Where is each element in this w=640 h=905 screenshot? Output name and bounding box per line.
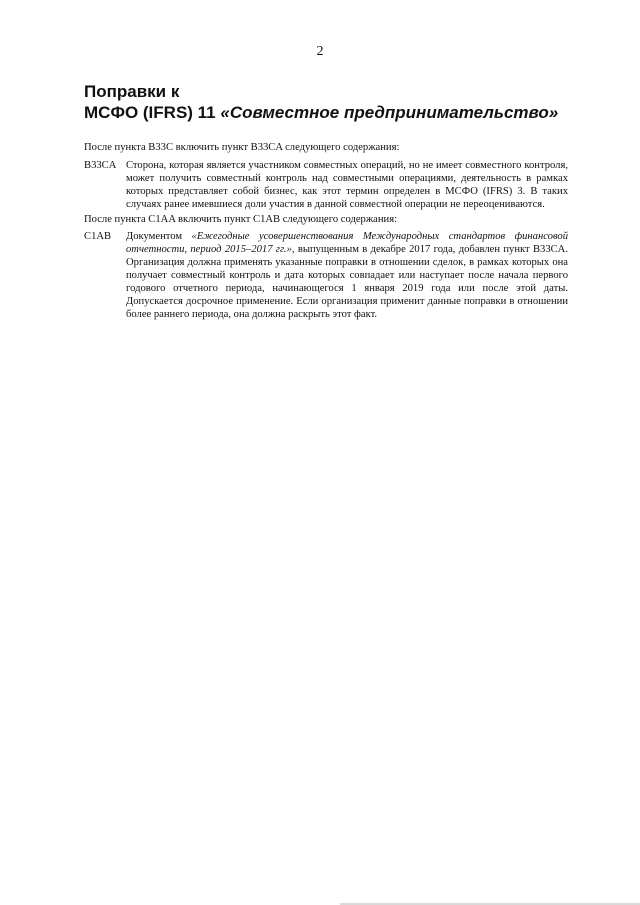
amendments-heading-line2 bbox=[84, 103, 558, 123]
instruction-c1ab: После пункта C1AA включить пункт C1AB следующего содержания: bbox=[84, 214, 398, 225]
page-number: 2 bbox=[316, 44, 324, 59]
paragraph-text bbox=[126, 230, 568, 321]
paragraph-id: C1AB bbox=[84, 231, 112, 242]
document-title: «Ежегодные усовершенствования Международных стандартов финансовой отчетности, период 2015–2017 гг.» bbox=[126, 231, 568, 255]
amendments-heading-line1: Поправки к bbox=[84, 82, 180, 101]
paragraph-id: B33CA bbox=[84, 160, 117, 171]
standard-title: «Совместное предпринимательство» bbox=[220, 103, 559, 122]
instruction-b33ca: После пункта B33C включить пункт B33CA следующего содержания: bbox=[84, 142, 400, 153]
standard-reference: МСФО (IFRS) 11 bbox=[84, 103, 221, 122]
paragraph-b33ca bbox=[84, 159, 568, 211]
paragraph-c1ab bbox=[84, 230, 568, 321]
paragraph-text-rest: , выпущенным в декабре 2017 года, добавлен пункт B33CA. Организация должна применять указанные поправки в отношении сделок, в рамках которых она получает совместный контроль и дата которых совпадает или наступает после начала первого годового отчетного периода, начинающегося 1 января 2019 года или после этой даты. Допускается досрочное применение. Если организация применит данные поправки в отношении более раннего периода, она должна раскрыть этот факт. bbox=[126, 244, 568, 320]
paragraph-text: Сторона, которая является участником совместных операций, но не имеет совместного контроля, может получить совместный контроль над совместными операциями, деятельность в рамках которых представляет собой бизнес, как этот термин определен в МСФО (IFRS) 3. В таких случаях ранее имевшиеся доли участия в данной совместной операции не переоцениваются. bbox=[126, 160, 568, 210]
paragraph-text-lead: Документом bbox=[126, 231, 192, 242]
